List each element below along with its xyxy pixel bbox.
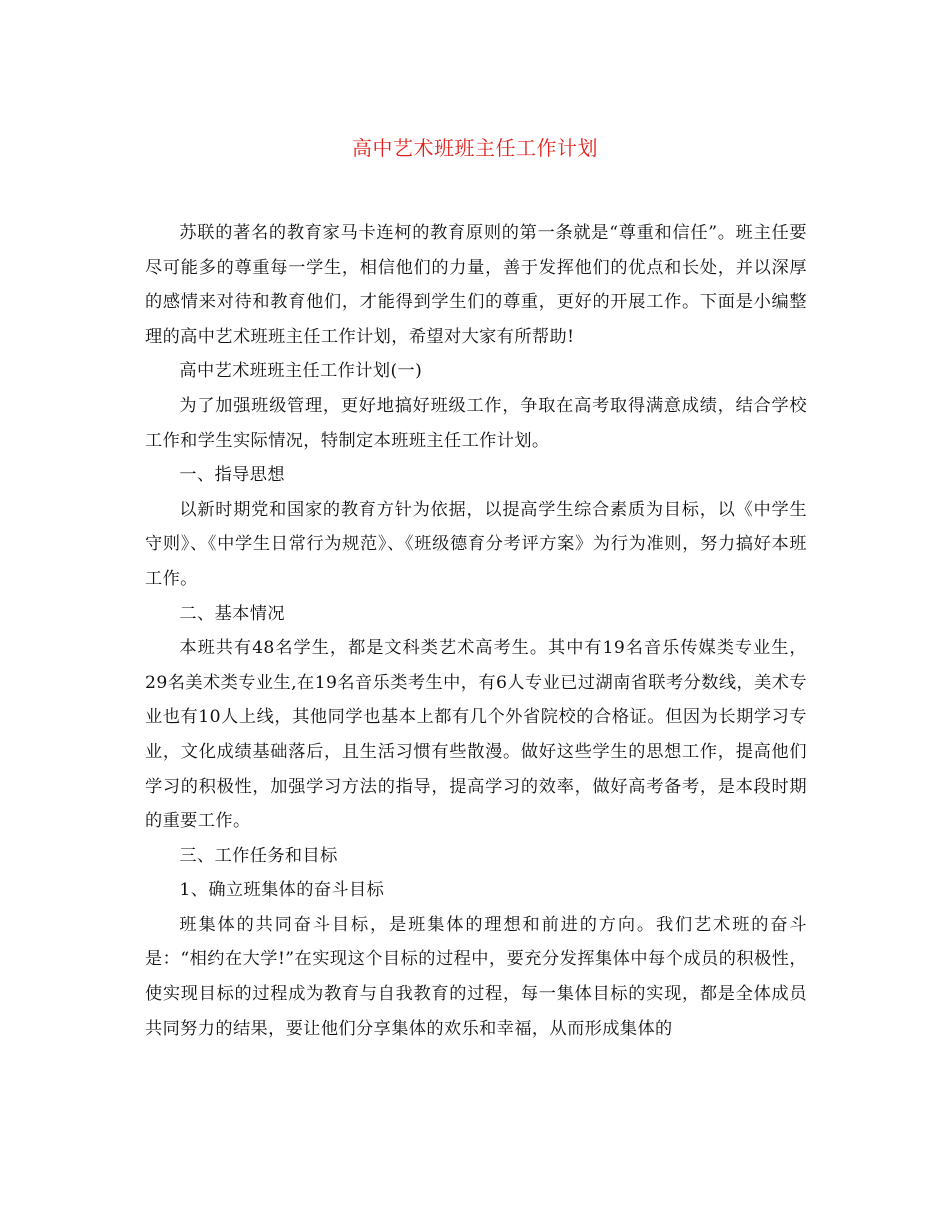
paragraph-purpose: 为了加强班级管理，更好地搞好班级工作，争取在高考取得满意成绩，结合学校工作和学生实际情况，特制定本班班主任工作计划。: [145, 395, 807, 451]
section-heading-tasks-goals: 三、工作任务和目标: [179, 845, 338, 866]
document-title: 高中艺术班班主任工作计划: [352, 136, 598, 160]
section-heading-basic-situation: 二、基本情况: [179, 603, 285, 624]
document-body: [145, 216, 807, 1046]
paragraph-intro: 苏联的著名的教育家马卡连柯的教育原则的第一条就是“尊重和信任”。班主任要尽可能多的尊重每一学生，相信他们的力量，善于发挥他们的优点和长处，并以深厚的感情来对待和教育他们，才能得到学生们的尊重，更好的开展工作。下面是小编整理的高中艺术班班主任工作计划，希望对大家有所帮助!: [145, 223, 807, 347]
section-heading-plan-one: 高中艺术班班主任工作计划(一): [179, 361, 423, 382]
subheading-class-goal: 1、确立班集体的奋斗目标: [179, 880, 385, 901]
paragraph-basic-situation: 本班共有48名学生，都是文科类艺术高考生。其中有19名音乐传媒类专业生，29名美术类专业生,在19名音乐类考生中，有6人专业已过湖南省联考分数线，美术专业也有10人上线，其他同学也基本上都有几个外省院校的合格证。但因为长期学习专业，文化成绩基础落后，且生活习惯有些散漫。做好这些学生的思想工作，提高他们学习的积极性，加强学习方法的指导，提高学习的效率，做好高考备考，是本段时期的重要工作。: [145, 638, 807, 832]
paragraph-class-goal: 班集体的共同奋斗目标，是班集体的理想和前进的方向。我们艺术班的奋斗是：“相约在大学!”在实现这个目标的过程中，要充分发挥集体中每个成员的积极性，使实现目标的过程成为教育与自我教育的过程，每一集体目标的实现，都是全体成员共同努力的结果，要让他们分享集体的欢乐和幸福，从而形成集体的: [145, 914, 807, 1039]
section-heading-guiding-ideology: 一、指导思想: [179, 465, 285, 486]
paragraph-guiding-ideology: 以新时期党和国家的教育方针为依据，以提高学生综合素质为目标，以《中学生守则》、《中学生日常行为规范》、《班级德育分考评方案》为行为准则，努力搞好本班工作。: [145, 499, 807, 589]
